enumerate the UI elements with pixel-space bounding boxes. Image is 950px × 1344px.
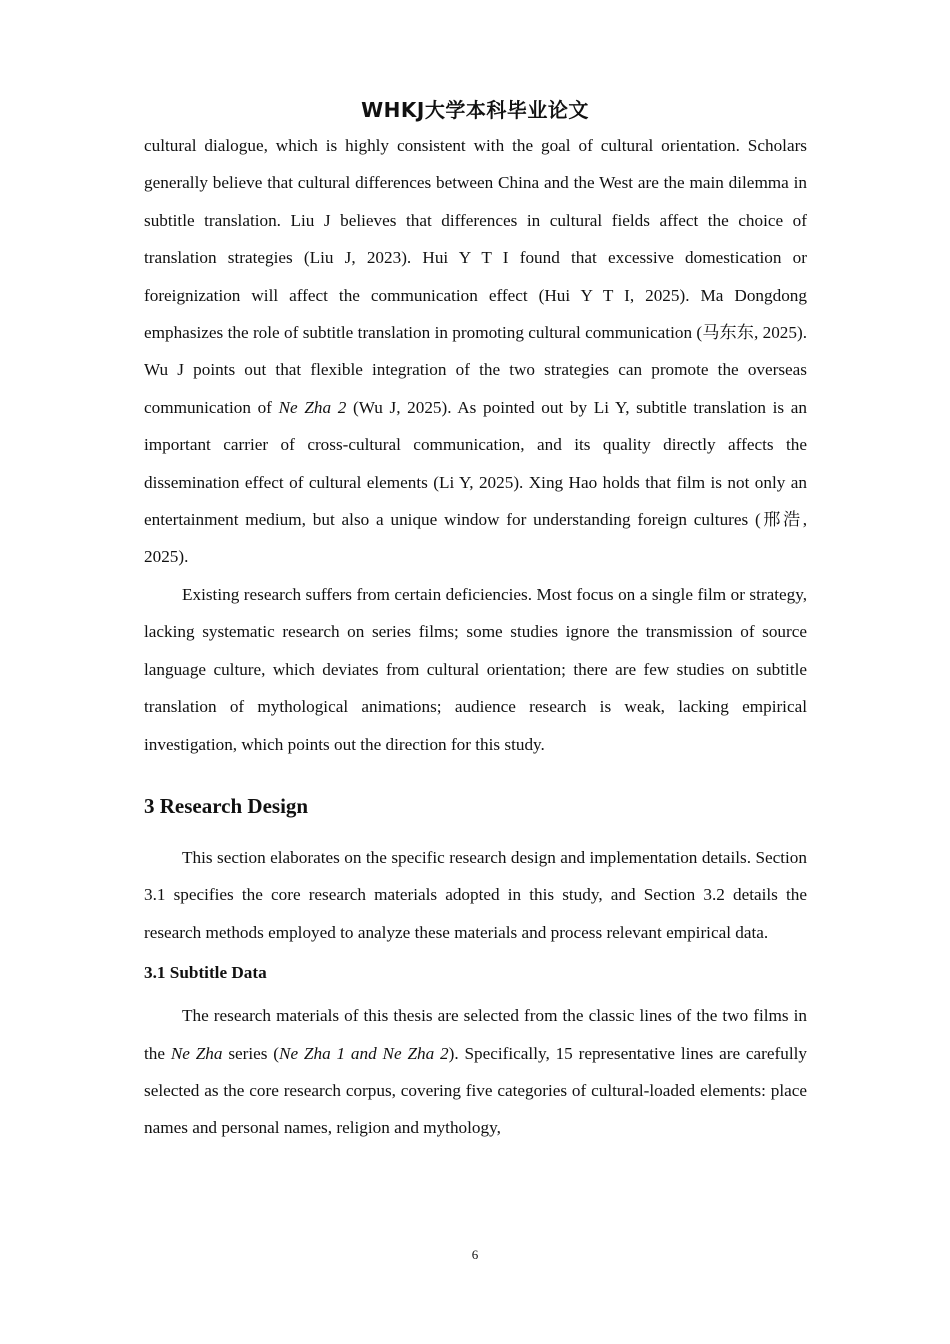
body-text	[144, 127, 807, 1147]
paragraph-3: This section elaborates on the specific research design and implementation details. Section 3.1 specifies the core research materials adopted in this study, and Section 3.2 details the research methods employed to analyze these materials and process relevant empirical data.	[144, 847, 807, 942]
paragraph-4	[144, 997, 807, 1147]
paragraph-4-text-b: series (	[222, 1043, 280, 1063]
paragraph-2: Existing research suffers from certain deficiencies. Most focus on a single film or strategy, lacking systematic research on series films; some studies ignore the transmission of source language culture, which deviates from cultural orientation; there are few studies on subtitle translation of mythological animations; audience research is weak, lacking empirical investigation, which points out the direction for this study.	[144, 584, 807, 754]
paragraph-1	[144, 127, 807, 576]
film-title-italic: Ne Zha 2	[278, 397, 347, 417]
series-title-italic: Ne Zha	[170, 1043, 223, 1063]
section-heading-3: 3 Research Design	[144, 793, 309, 818]
paragraph-1-text-a: cultural dialogue, which is highly consistent with the goal of cultural orientation. Scholars generally believe that cultural differences between China and the West are the main dilemma in subtitle translation. Liu J believes that differences in cultural fields affect the choice of translation strategies (Liu J, 2023). Hui Y T I found that excessive domestication or foreignization will affect the communication effect (Hui Y T I, 2025). Ma Dongdong emphasizes the role of subtitle translation in promoting cultural communication (马东东, 2025). Wu J points out that flexible integration of the two strategies can promote the overseas communication of	[144, 136, 807, 417]
page-number: 6	[471, 1247, 479, 1262]
subsection-heading-3-1: 3.1 Subtitle Data	[144, 963, 267, 983]
paragraph-1-text-b: (Wu J, 2025). As pointed out by Li Y, subtitle translation is an important carrier of cross-cultural communication, and its quality directly affects the dissemination effect of cultural elements (Li Y, 2025). Xing Hao holds that film is not only an entertainment medium, but also a unique window for understanding foreign cultures (邢浩, 2025).	[144, 397, 807, 567]
running-header: WHKJ大学本科毕业论文	[361, 98, 589, 122]
paragraph-4-text-c: ). Specifically, 15 representative lines are carefully selected as the core research corpus, covering five categories of cultural-loaded elements: place names and personal names, religion and mythology,	[144, 1043, 807, 1138]
paragraph-4-text-a: The research materials of this thesis are selected from the classic lines of the two films in the	[144, 1006, 807, 1063]
films-title-italic: Ne Zha 1 and Ne Zha 2	[279, 1043, 449, 1063]
